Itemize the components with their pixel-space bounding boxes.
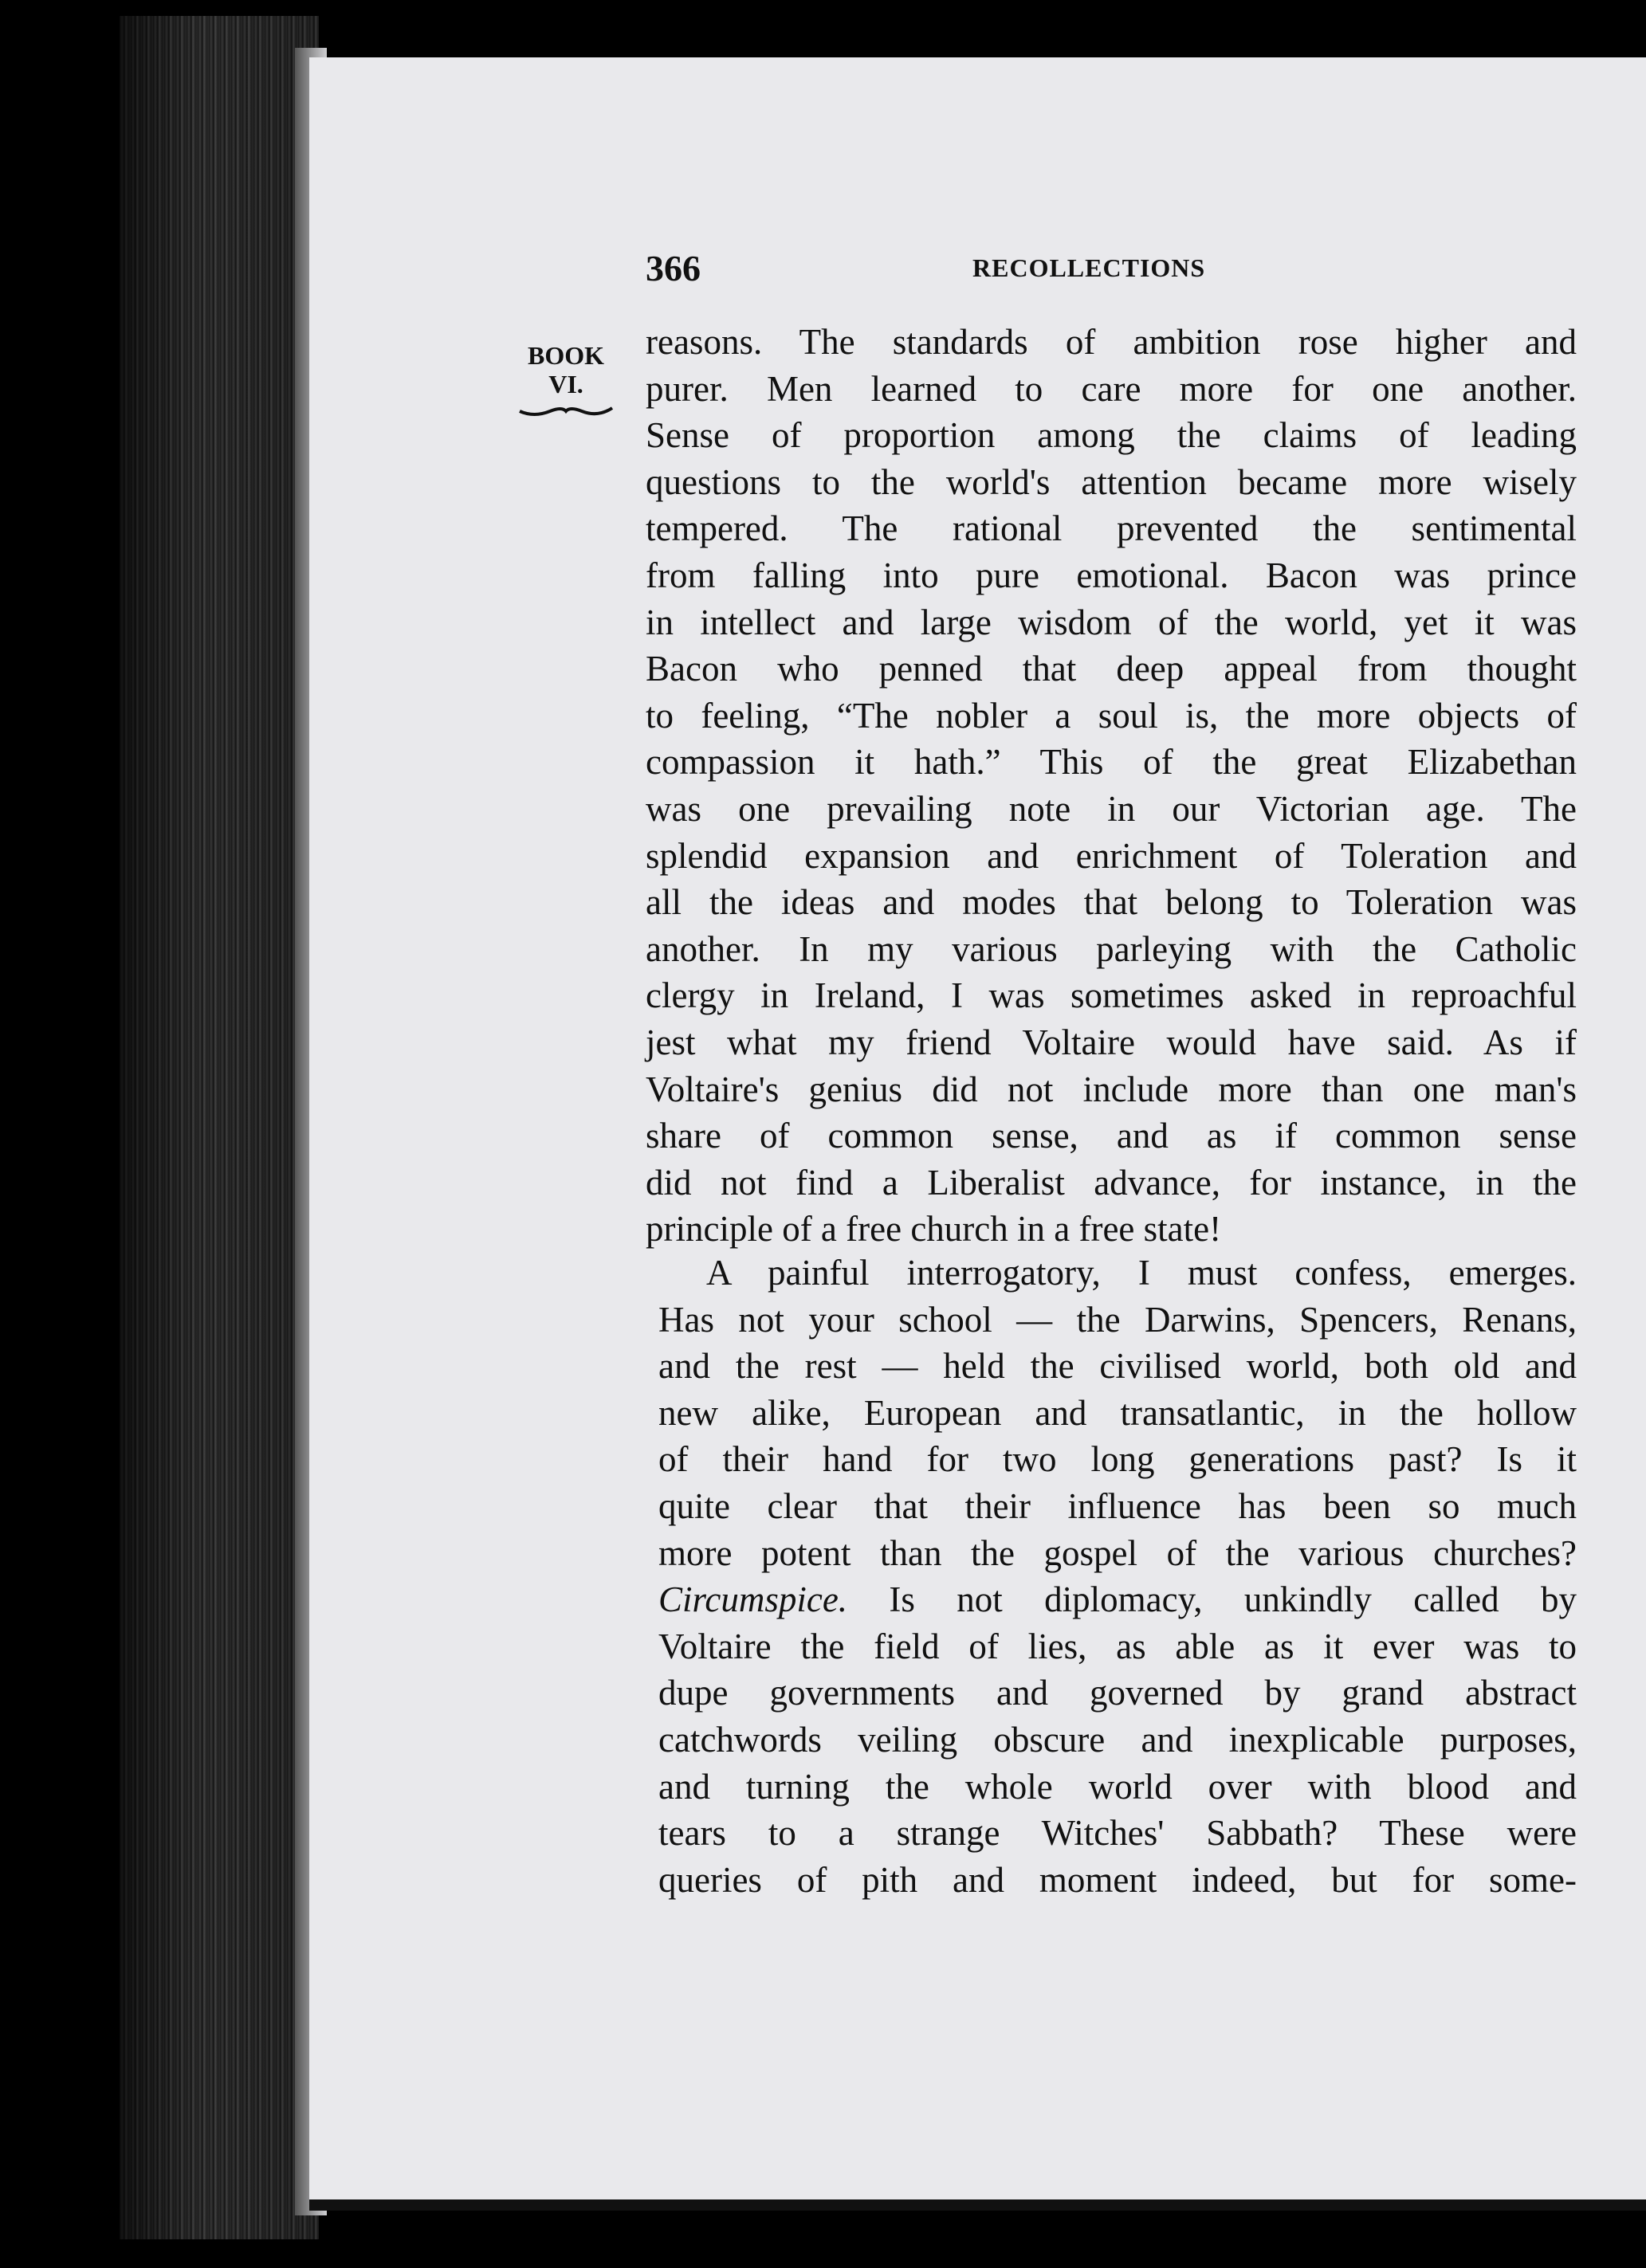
text-line: queries of pith and moment indeed, but for some- <box>658 1859 1577 1900</box>
margin-note <box>518 341 614 419</box>
margin-note-number: VI. <box>548 370 583 398</box>
italic-word: Circumspice. <box>658 1579 848 1620</box>
text-line: did not find a Liberalist advance, for instance, in the <box>646 1162 1577 1203</box>
text-line: catchwords veiling obscure and inexplicable purposes, <box>658 1719 1577 1760</box>
text-line: jest what my friend Voltaire would have said. As if <box>646 1022 1577 1062</box>
text-fragment: Is not diplomacy, unkindly called by <box>847 1579 1577 1620</box>
text-line: dupe governments and governed by grand abstract <box>658 1673 1577 1713</box>
text-line: of their hand for two long generations past? Is it <box>658 1439 1577 1480</box>
text-line: tears to a strange Witches' Sabbath? These were <box>658 1813 1577 1854</box>
running-title: RECOLLECTIONS <box>972 253 1206 282</box>
text-line: in intellect and large wisdom of the world, yet it was <box>646 602 1577 642</box>
text-line: purer. Men learned to care more for one another. <box>646 368 1577 409</box>
text-line: another. In my various parleying with the Catholic <box>646 928 1577 969</box>
text-line: principle of a free church in a free state! <box>646 1209 1222 1250</box>
text-line: reasons. The standards of ambition rose higher and <box>646 322 1577 362</box>
text-line: share of common sense, and as if common sense <box>646 1116 1577 1156</box>
paragraph-1 <box>646 319 1577 1253</box>
text-line: compassion it hath.” This of the great Elizabethan <box>646 742 1577 783</box>
text-line: Voltaire the field of lies, as able as it ever was to <box>658 1626 1577 1666</box>
text-line: all the ideas and modes that belong to Toleration was <box>646 882 1577 923</box>
text-line: Voltaire's genius did not include more than one man's <box>646 1069 1577 1109</box>
text-line: Sense of proportion among the claims of leading <box>646 415 1577 456</box>
paragraph-2 <box>658 1250 1577 1903</box>
flourish-ornament <box>518 402 614 419</box>
text-line: Has not your school — the Darwins, Spencers, Renans, <box>658 1299 1577 1340</box>
text-line: questions to the world's attention became more wisely <box>646 461 1577 502</box>
text-line: was one prevailing note in our Victorian age. The <box>646 788 1577 829</box>
text-line: new alike, European and transatlantic, in the hollow <box>658 1392 1577 1433</box>
text-line: and the rest — held the civilised world, both old and <box>658 1346 1577 1387</box>
book-fore-edge <box>120 16 319 2239</box>
margin-note-book: BOOK <box>527 341 604 370</box>
text-line: and turning the whole world over with blood and <box>658 1766 1577 1807</box>
text-line: A painful interrogatory, I must confess, emerges. <box>706 1253 1577 1293</box>
text-line: more potent than the gospel of the various churches? <box>658 1532 1577 1573</box>
bottom-page-edge <box>309 2199 1646 2211</box>
text-line: tempered. The rational prevented the sentimental <box>646 508 1577 549</box>
text-line: clergy in Ireland, I was sometimes asked in reproachful <box>646 975 1577 1016</box>
text-line: Bacon who penned that deep appeal from thought <box>646 649 1577 689</box>
text-line-with-italic <box>658 1576 1577 1623</box>
text-line: splendid expansion and enrichment of Toleration and <box>646 835 1577 876</box>
text-line: quite clear that their influence has been so much <box>658 1485 1577 1526</box>
page-number: 366 <box>646 248 701 288</box>
text-line: to feeling, “The nobler a soul is, the more objects of <box>646 695 1577 736</box>
text-line: from falling into pure emotional. Bacon was prince <box>646 555 1577 595</box>
